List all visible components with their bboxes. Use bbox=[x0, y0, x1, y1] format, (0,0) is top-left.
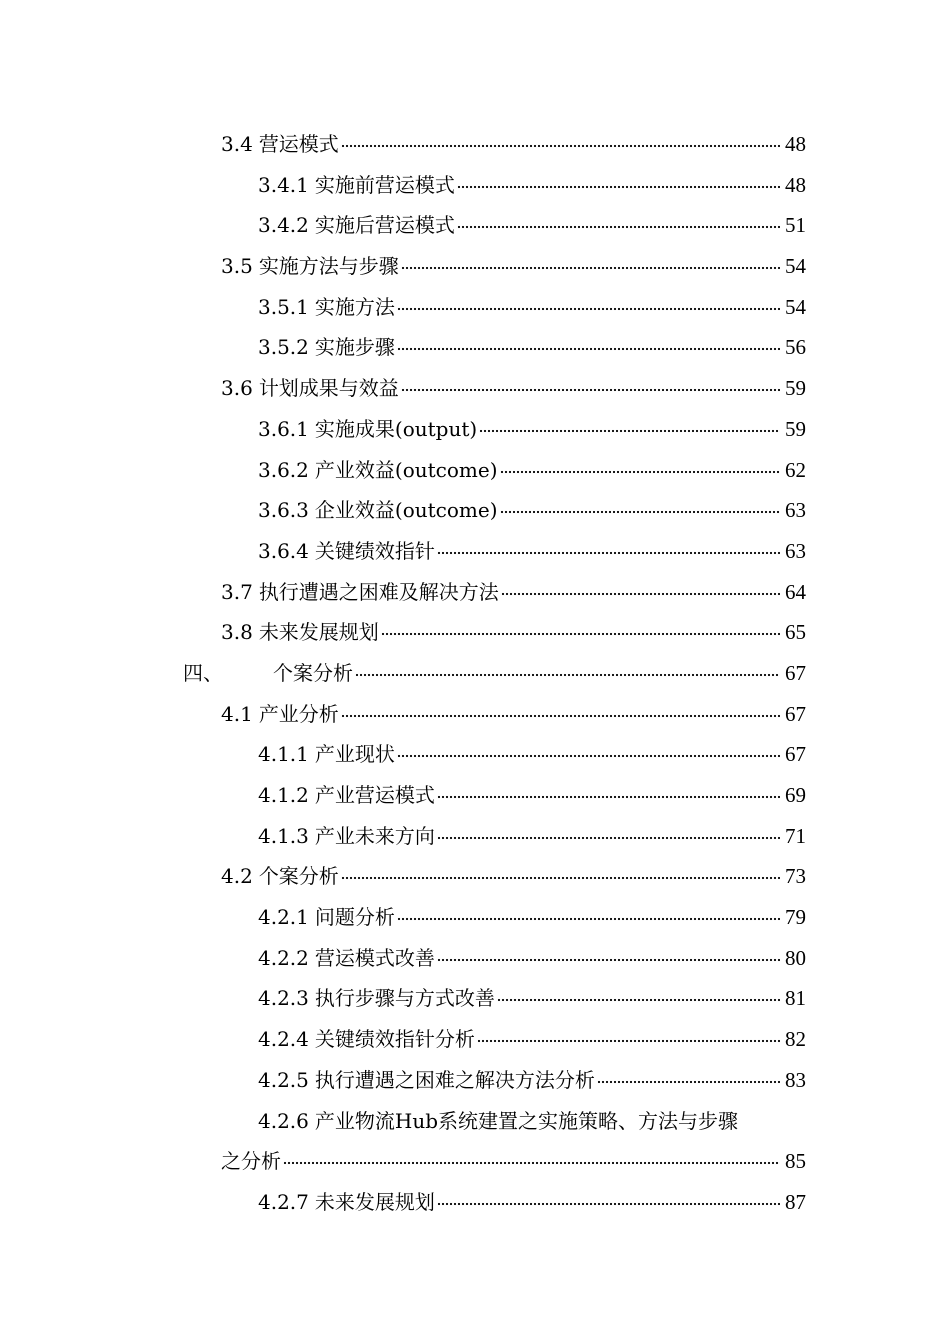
toc-entry-page-number: 62 bbox=[785, 457, 806, 482]
toc-entry-label bbox=[258, 978, 495, 1019]
dot-leader bbox=[355, 672, 780, 677]
toc-entry-number: 4.1.3 bbox=[258, 823, 309, 848]
toc-entry-number: 3.4.1 bbox=[258, 172, 309, 197]
dot-leader bbox=[381, 631, 780, 636]
toc-entry-title: 实施后营运模式 bbox=[314, 213, 455, 238]
toc-entry-number: 3.5.1 bbox=[258, 294, 309, 319]
toc-entry-label bbox=[221, 612, 379, 653]
toc-entry-page-number: 82 bbox=[785, 1027, 806, 1052]
toc-entry-label bbox=[258, 816, 435, 857]
toc-entry[interactable] bbox=[0, 694, 950, 735]
toc-entry-title: 问题分析 bbox=[314, 905, 395, 930]
toc-entry-page-number: 63 bbox=[785, 538, 806, 563]
toc-entry-number: 3.8 bbox=[221, 620, 253, 645]
toc-entry[interactable] bbox=[0, 246, 950, 287]
toc-entry-title: 实施方法与步骤 bbox=[258, 254, 399, 279]
toc-entry-page-number: 67 bbox=[785, 701, 806, 726]
toc-entry[interactable] bbox=[0, 612, 950, 653]
toc-entry-page-number: 87 bbox=[785, 1189, 806, 1214]
toc-entry-number: 4.2.5 bbox=[258, 1067, 309, 1092]
dot-leader bbox=[597, 1079, 780, 1084]
toc-entry-title: 未来发展规划 bbox=[314, 1189, 435, 1214]
toc-entry-continuation[interactable] bbox=[0, 1141, 950, 1182]
toc-entry-label bbox=[258, 775, 435, 816]
toc-entry-page-number: 59 bbox=[785, 416, 806, 441]
toc-entry-title: 计划成果与效益 bbox=[258, 376, 399, 401]
dot-leader bbox=[397, 306, 780, 311]
toc-entry[interactable] bbox=[0, 734, 950, 775]
toc-entry-number: 4.2.6 bbox=[258, 1108, 309, 1133]
toc-entry-number: 3.7 bbox=[221, 579, 253, 604]
toc-entry-label bbox=[258, 287, 395, 328]
toc-entry-label bbox=[258, 734, 395, 775]
toc-entry-number: 4.2.4 bbox=[258, 1027, 309, 1052]
toc-entry-page-number: 83 bbox=[785, 1067, 806, 1092]
toc-chapter-entry[interactable] bbox=[0, 653, 950, 694]
toc-entry-number: 4.2.7 bbox=[258, 1189, 309, 1214]
toc-entry[interactable] bbox=[0, 490, 950, 531]
toc-entry-label bbox=[258, 1019, 475, 1060]
toc-entry[interactable] bbox=[0, 205, 950, 246]
toc-entry[interactable] bbox=[0, 1182, 950, 1223]
toc-entry-label bbox=[221, 246, 399, 287]
toc-entry-number: 3.4.2 bbox=[258, 213, 309, 238]
toc-entry[interactable] bbox=[0, 409, 950, 450]
toc-entry-page-number: 71 bbox=[785, 823, 806, 848]
toc-entry-label bbox=[221, 572, 499, 613]
dot-leader bbox=[341, 875, 780, 880]
toc-entry-number: 4.1.1 bbox=[258, 742, 309, 767]
dot-leader bbox=[401, 387, 780, 392]
toc-entry-title: 未来发展规划 bbox=[258, 620, 379, 645]
dot-leader bbox=[500, 509, 781, 514]
toc-entry-number: 3.4 bbox=[221, 132, 253, 156]
toc-entry-label bbox=[258, 897, 395, 938]
toc-entry[interactable] bbox=[0, 856, 950, 897]
dot-leader bbox=[497, 997, 780, 1002]
toc-entry-page-number: 48 bbox=[785, 132, 806, 156]
toc-entry-page-number: 80 bbox=[785, 945, 806, 970]
toc-entry[interactable] bbox=[0, 572, 950, 613]
toc-entry-title: 执行遭遇之困难之解决方法分析 bbox=[314, 1067, 595, 1092]
toc-entry-number: 4.2 bbox=[221, 864, 253, 889]
toc-entry-page-number: 69 bbox=[785, 783, 806, 807]
toc-entry[interactable] bbox=[0, 368, 950, 409]
toc-entry[interactable] bbox=[0, 938, 950, 979]
toc-entry-page-number: 81 bbox=[785, 986, 806, 1011]
toc-entry-title: 营运模式 bbox=[258, 132, 339, 156]
toc-entry-label bbox=[258, 409, 477, 450]
toc-entry-label bbox=[258, 165, 455, 206]
dot-leader bbox=[437, 550, 780, 555]
toc-entry-title: 实施步骤 bbox=[314, 335, 395, 360]
toc-entry[interactable] bbox=[0, 327, 950, 368]
toc-entry-label bbox=[221, 368, 399, 409]
toc-entry[interactable] bbox=[0, 165, 950, 206]
toc-entry-page-number: 64 bbox=[785, 579, 806, 604]
dot-leader bbox=[397, 916, 780, 921]
dot-leader bbox=[437, 835, 780, 840]
toc-entry-title: 实施方法 bbox=[314, 294, 395, 319]
dot-leader bbox=[397, 346, 780, 351]
toc-entry[interactable] bbox=[0, 978, 950, 1019]
toc-entry[interactable] bbox=[0, 450, 950, 491]
dot-leader bbox=[501, 591, 780, 596]
toc-entry-title: 关键绩效指针 bbox=[314, 538, 435, 563]
toc-entry-number: 四、 bbox=[183, 660, 223, 685]
toc-entry-label bbox=[258, 1060, 595, 1101]
toc-entry-number: 4.1 bbox=[221, 701, 253, 726]
toc-entry[interactable] bbox=[0, 287, 950, 328]
toc-entry-page-number: 51 bbox=[785, 213, 806, 238]
dot-leader bbox=[283, 1160, 780, 1165]
toc-entry-label bbox=[258, 1101, 738, 1142]
dot-leader bbox=[437, 1201, 780, 1206]
toc-entry-label bbox=[258, 490, 498, 531]
toc-entry-title: 关键绩效指针分析 bbox=[314, 1027, 475, 1052]
toc-entry-number: 4.2.3 bbox=[258, 986, 309, 1011]
toc-entry-title: 产业物流Hub系统建置之实施策略、方法与步骤 bbox=[314, 1108, 739, 1133]
dot-leader bbox=[477, 1038, 780, 1043]
toc-entry-title: 营运模式改善 bbox=[314, 945, 435, 970]
toc-entry-number: 3.6.1 bbox=[258, 416, 309, 441]
toc-entry-title: 实施前营运模式 bbox=[314, 172, 455, 197]
toc-entry-page-number: 73 bbox=[785, 864, 806, 889]
toc-entry-label bbox=[221, 694, 339, 735]
toc-entry[interactable] bbox=[0, 124, 950, 165]
toc-entry-label bbox=[183, 653, 353, 694]
toc-entry-title: 个案分析 bbox=[273, 660, 353, 685]
toc-entry-page-number: 79 bbox=[785, 905, 806, 930]
toc-entry-number: 3.5.2 bbox=[258, 335, 309, 360]
toc-entry-page-number: 56 bbox=[785, 335, 806, 360]
toc-entry-title: 企业效益(outcome) bbox=[314, 498, 498, 523]
toc-entry[interactable] bbox=[0, 1019, 950, 1060]
toc-entry[interactable] bbox=[0, 897, 950, 938]
toc-entry-title: 执行遭遇之困难及解决方法 bbox=[258, 579, 499, 604]
toc-entry-page-number: 54 bbox=[785, 254, 806, 279]
toc-entry-label bbox=[258, 327, 395, 368]
dot-leader bbox=[457, 184, 780, 189]
dot-leader bbox=[341, 713, 780, 718]
toc-entry-label bbox=[221, 124, 339, 165]
toc-entry-number: 3.6.2 bbox=[258, 457, 309, 482]
dot-leader bbox=[341, 143, 780, 148]
toc-entry[interactable] bbox=[0, 1101, 950, 1142]
dot-leader bbox=[457, 224, 780, 229]
dot-leader bbox=[500, 469, 781, 474]
toc-entry-number: 4.1.2 bbox=[258, 783, 309, 807]
dot-leader bbox=[479, 428, 780, 433]
toc-entry-number: 3.6.4 bbox=[258, 538, 309, 563]
toc-entry-label bbox=[258, 531, 435, 572]
toc-entry-title: 个案分析 bbox=[258, 864, 339, 889]
toc-entry[interactable] bbox=[0, 775, 950, 816]
toc-entry-page-number: 59 bbox=[785, 376, 806, 401]
toc-entry-page-number: 63 bbox=[785, 498, 806, 523]
dot-leader bbox=[397, 753, 780, 758]
toc-entry-title: 执行步骤与方式改善 bbox=[314, 986, 495, 1011]
dot-leader bbox=[437, 957, 780, 962]
toc-entry[interactable] bbox=[0, 1060, 950, 1101]
toc-entry-number: 3.6.3 bbox=[258, 498, 309, 523]
toc-entry-label bbox=[258, 205, 455, 246]
toc-entry-number: 4.2.2 bbox=[258, 945, 309, 970]
toc-entry-page-number: 67 bbox=[785, 742, 806, 767]
toc-entry-page-number: 85 bbox=[785, 1149, 806, 1174]
toc-entry[interactable] bbox=[0, 816, 950, 857]
toc-entry-label bbox=[258, 938, 435, 979]
toc-entry-label bbox=[258, 450, 498, 491]
dot-leader bbox=[401, 265, 780, 270]
toc-entry-number: 3.6 bbox=[221, 376, 253, 401]
toc-entry-page-number: 65 bbox=[785, 620, 806, 645]
toc-entry-title: 产业未来方向 bbox=[314, 823, 435, 848]
toc-entry-title-continuation: 之分析 bbox=[221, 1149, 281, 1174]
toc-entry-page-number: 54 bbox=[785, 294, 806, 319]
dot-leader bbox=[437, 794, 780, 799]
toc-entry-number: 3.5 bbox=[221, 254, 253, 279]
toc-entry-page-number: 67 bbox=[785, 660, 806, 685]
toc-entry-title: 产业现状 bbox=[314, 742, 395, 767]
toc-entry-number: 4.2.1 bbox=[258, 905, 309, 930]
toc-entry-title: 产业效益(outcome) bbox=[314, 457, 498, 482]
table-of-contents bbox=[0, 124, 950, 1223]
toc-entry-label bbox=[221, 856, 339, 897]
toc-entry-title: 产业分析 bbox=[258, 701, 339, 726]
toc-entry-label bbox=[258, 1182, 435, 1223]
toc-entry-page-number: 48 bbox=[785, 172, 806, 197]
toc-entry-title: 实施成果(output) bbox=[314, 416, 478, 441]
toc-entry[interactable] bbox=[0, 531, 950, 572]
toc-entry-title: 产业营运模式 bbox=[314, 783, 435, 807]
